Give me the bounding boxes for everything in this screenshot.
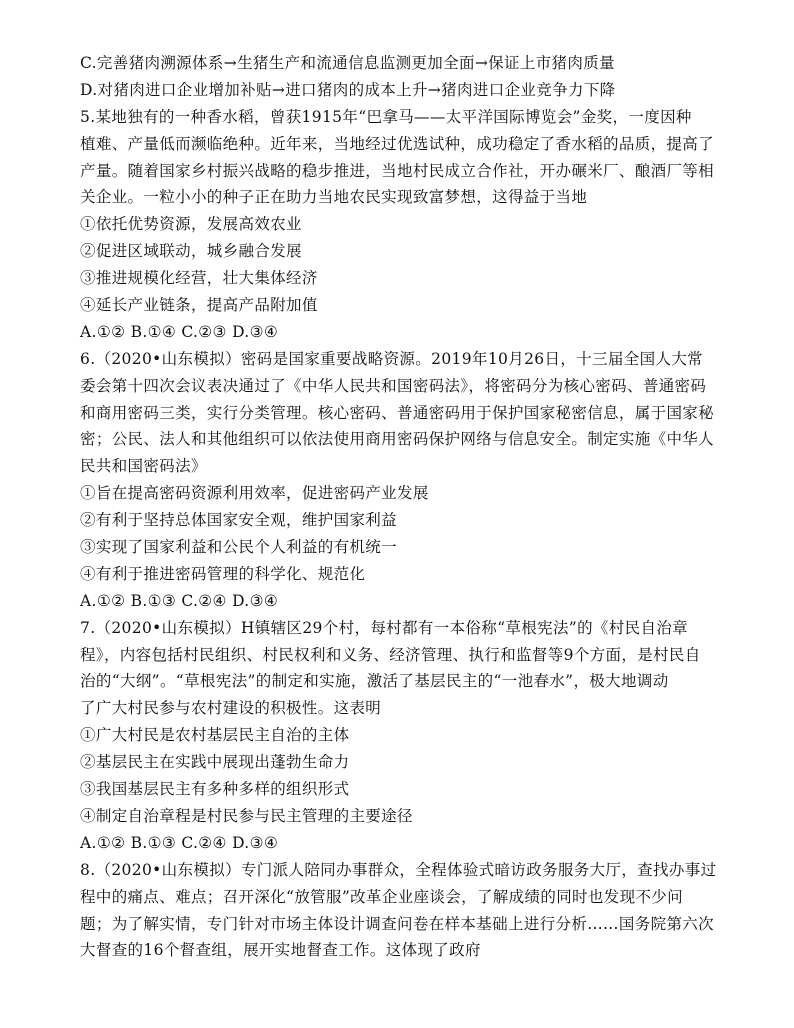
question-6-text: 6.（2020•山东模拟）密码是国家重要战略资源。2019年10月26日，十三届全国人大常 <box>80 349 704 368</box>
statement-item: ③实现了国家利益和公民个人利益的有机统一 <box>80 538 398 557</box>
statement-item: ④延长产业链条，提高产品附加值 <box>80 296 318 315</box>
question-7-text: 了广大村民参与农村建设的积极性。这表明 <box>80 699 382 718</box>
option-c-line: C.完善猪肉溯源体系→生猪生产和流通信息监测更加全面→保证上市猪肉质量 <box>80 54 615 72</box>
question-6-text: 民共和国密码法》 <box>80 457 207 476</box>
question-6-text: 密；公民、法人和其他组织可以依法使用商用密码保护网络与信息安全。制定实施《中华人 <box>80 430 715 449</box>
statement-item: ④制定自治章程是村民参与民主管理的主要途径 <box>80 806 413 825</box>
option-d-line: D.对猪肉进口企业增加补贴→进口猪肉的成本上升→猪肉进口企业竞争力下降 <box>80 80 616 99</box>
statement-item: ③推进规模化经营，壮大集体经济 <box>80 269 318 288</box>
question-7-text: 7.（2020•山东模拟）H镇辖区29个村，每村都有一本俗称“草根宪法”的《村民自治章 <box>80 618 689 637</box>
statement-item: ③我国基层民主有多种多样的组织形式 <box>80 780 350 799</box>
statement-item: ④有利于推进密码管理的科学化、规范化 <box>80 564 366 583</box>
question-8-text: 题；为了解实情，专门针对市场主体设计调查问卷在样本基础上进行分析……国务院第六次 <box>80 914 715 933</box>
question-6-text: 和商用密码三类，实行分类管理。核心密码、普通密码用于保护国家秘密信息，属于国家秘 <box>80 403 715 422</box>
statement-item: ①广大村民是农村基层民主自治的主体 <box>80 726 350 745</box>
answer-options: A.①② B.①③ C.②④ D.③④ <box>80 591 279 610</box>
question-8-text: 大督查的16个督查组，展开实地督查工作。这体现了政府 <box>80 941 481 960</box>
question-7-text: 程》，内容包括村民组织、村民权利和义务、经济管理、执行和监督等9个方面，是村民自 <box>80 645 701 664</box>
statement-item: ②促进区域联动，城乡融合发展 <box>80 242 302 261</box>
document-page <box>80 50 730 964</box>
question-8-text: 8.（2020•山东模拟）专门派人陪同办事群众，全程体验式暗访政务服务大厅，查找办事过 <box>80 860 717 879</box>
statement-item: ②基层民主在实践中展现出蓬勃生命力 <box>80 753 350 772</box>
statement-item: ①旨在提高密码资源利用效率，促进密码产业发展 <box>80 484 429 503</box>
question-5-text: 植难、产量低而濒临绝种。近年来，当地经过优选试种，成功稳定了香水稻的品质，提高了 <box>80 134 715 153</box>
question-7-text: 治的“大纲”。“草根宪法”的制定和实施，激活了基层民主的“一池春水”，极大地调动 <box>80 672 669 691</box>
question-5-text: 关企业。一粒小小的种子正在助力当地农民实现致富梦想，这得益于当地 <box>80 188 588 207</box>
question-8-text: 程中的痛点、难点；召开深化“放管服”改革企业座谈会，了解成绩的同时也发现不少问 <box>80 887 684 906</box>
question-5-text: 5.某地独有的一种香水稻，曾获1915年“巴拿马——太平洋国际博览会”金奖，一度因种 <box>80 107 692 126</box>
question-5-text: 产量。随着国家乡村振兴战略的稳步推进，当地村民成立合作社，开办碾米厂、酿酒厂等相 <box>80 161 715 180</box>
answer-options: A.①② B.①④ C.②③ D.③④ <box>80 322 279 341</box>
question-6-text: 委会第十四次会议表决通过了《中华人民共和国密码法》，将密码分为核心密码、普通密码 <box>80 376 707 395</box>
statement-item: ①依托优势资源，发展高效农业 <box>80 215 302 234</box>
statement-item: ②有利于坚持总体国家安全观，维护国家利益 <box>80 511 398 530</box>
answer-options: A.①② B.①③ C.②④ D.③④ <box>80 833 279 852</box>
